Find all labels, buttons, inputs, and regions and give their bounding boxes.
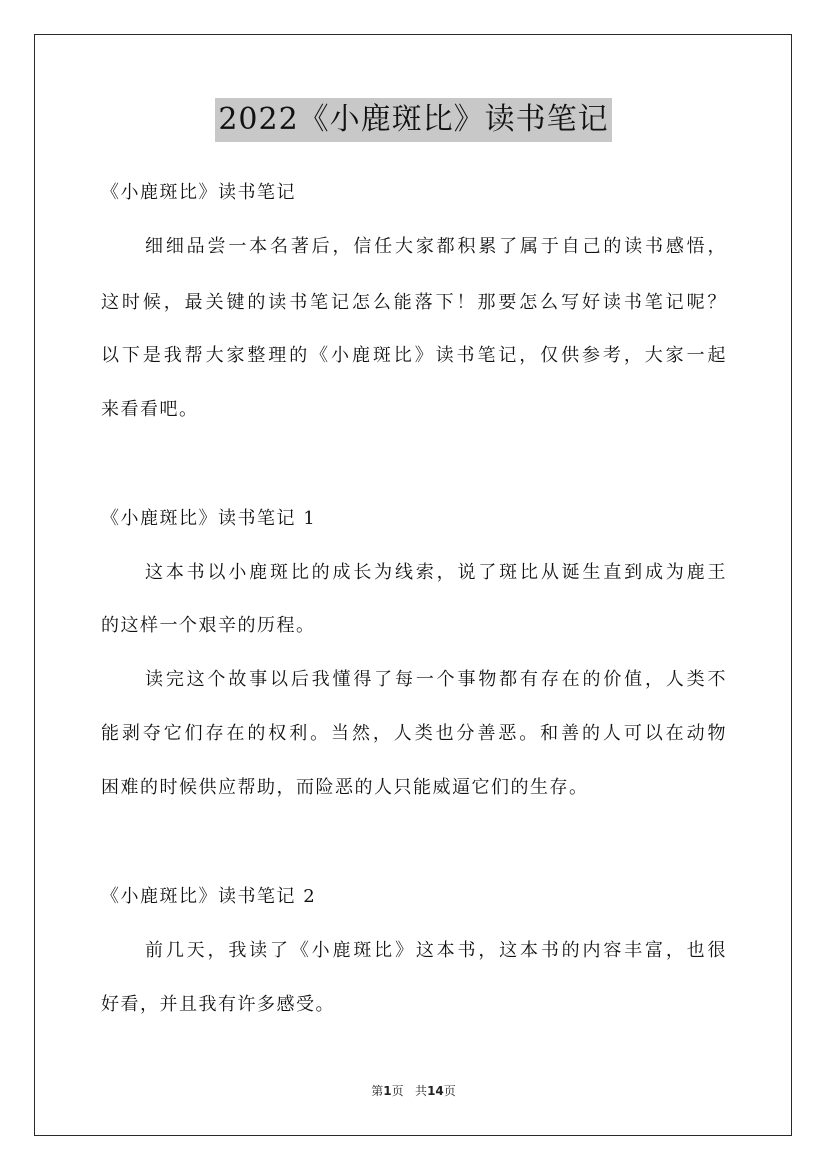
section2-line: 前几天，我读了《小鹿斑比》这本书，这本书的内容丰富，也很: [145, 940, 727, 961]
page-unit: 页: [391, 1084, 404, 1098]
page-prefix: 第: [371, 1084, 384, 1098]
document-title: [0, 98, 827, 142]
total-unit: 页: [443, 1084, 456, 1098]
section2-line: 好看，并且我有许多感受。: [101, 994, 335, 1015]
document-title-text: 2022《小鹿斑比》读书笔记: [215, 98, 611, 142]
page-footer: [0, 1082, 827, 1099]
section1-line: 能剥夺它们存在的权利。当然，人类也分善恶。和善的人可以在动物: [101, 723, 727, 744]
section1-heading: 《小鹿斑比》读书笔记 1: [101, 508, 317, 529]
section1-line: 读完这个故事以后我懂得了每一个事物都有存在的价值，人类不: [145, 669, 727, 690]
section2-heading: 《小鹿斑比》读书笔记 2: [101, 886, 317, 907]
total-prefix: 共: [415, 1084, 428, 1098]
subtitle: 《小鹿斑比》读书笔记: [101, 182, 296, 203]
page-number: 1: [383, 1084, 392, 1098]
section1-line: 困难的时候供应帮助，而险恶的人只能威逼它们的生存。: [101, 777, 589, 798]
intro-line: 这时候，最关键的读书笔记怎么能落下！那要怎么写好读书笔记呢？: [101, 292, 727, 313]
section1-line: 的这样一个艰辛的历程。: [101, 615, 316, 636]
intro-line: 来看看吧。: [101, 399, 199, 420]
total-pages: 14: [427, 1084, 444, 1098]
intro-line: 以下是我帮大家整理的《小鹿斑比》读书笔记，仅供参考，大家一起: [101, 345, 727, 366]
section1-line: 这本书以小鹿斑比的成长为线索，说了斑比从诞生直到成为鹿王: [145, 562, 727, 583]
intro-line: 细细品尝一本名著后，信任大家都积累了属于自己的读书感悟，: [145, 236, 727, 257]
